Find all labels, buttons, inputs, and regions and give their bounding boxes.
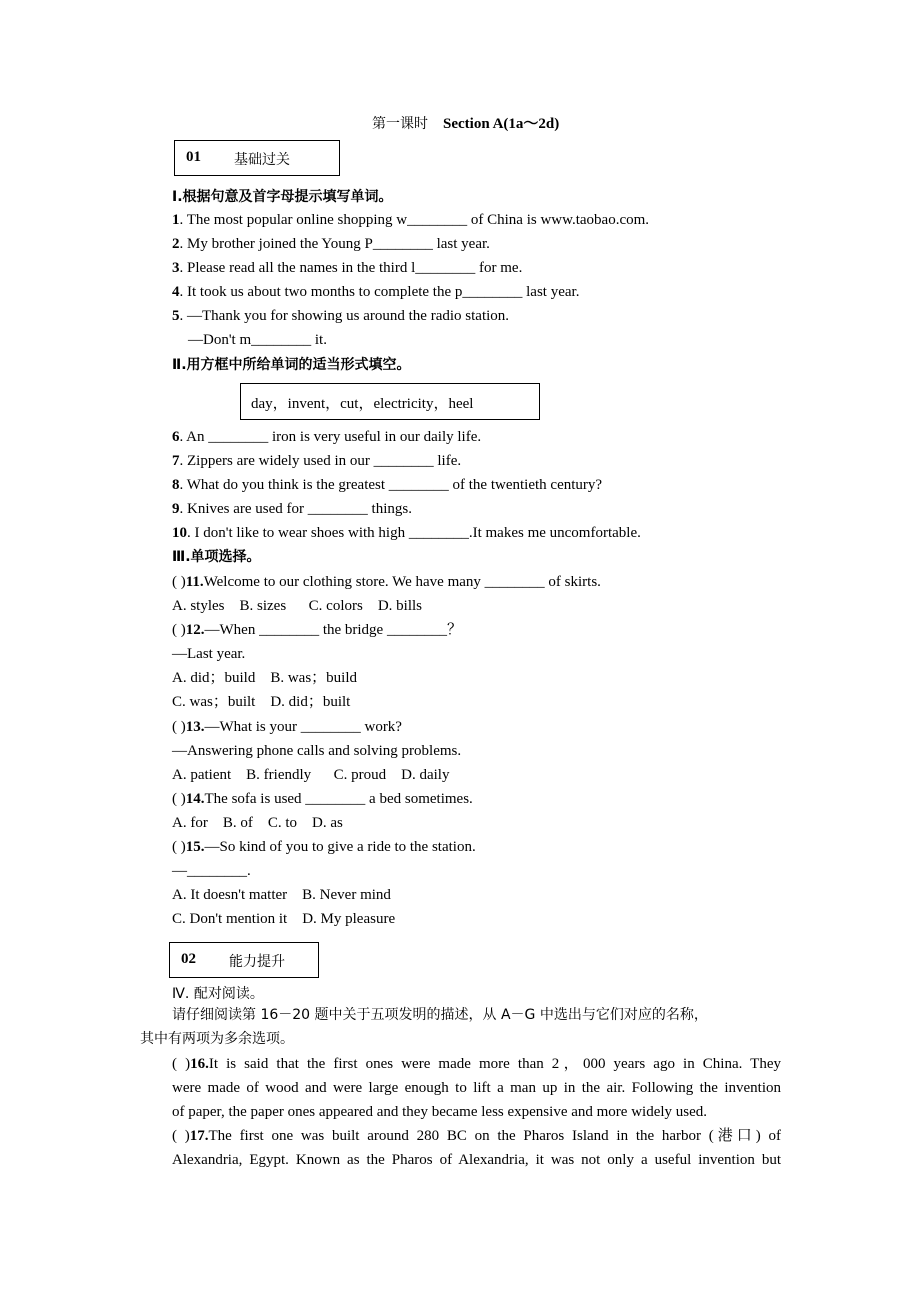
question-4: 4. It took us about two months to complete the p________ last year. — [172, 284, 580, 300]
question-8: 8. What do you think is the greatest ________ of the twentieth century? — [172, 477, 603, 493]
word-box — [240, 383, 540, 420]
question-17: ( )17.The first one was built around 280 BC on the Pharos Island in the harbor (港口) of — [172, 1128, 782, 1144]
title-en: Section A(1a～2d) — [443, 116, 560, 132]
word-list: day，invent，cut，electricity，heel — [251, 396, 474, 412]
section-number: 02 — [181, 951, 196, 967]
section-number: 01 — [186, 149, 201, 165]
question-5: 5. —Thank you for showing us around the radio station. — [172, 308, 510, 324]
heading-part-2: Ⅱ.用方框中所给单词的适当形式填空。 — [172, 357, 411, 373]
section-box-02 — [169, 942, 319, 978]
question-12-answer: —Last year. — [172, 646, 246, 662]
section-label: 基础过关 — [234, 152, 290, 168]
heading-part-3: Ⅲ.单项选择。 — [172, 549, 261, 565]
question-6: 6. An ________ iron is very useful in our daily life. — [172, 429, 482, 445]
question-2: 2. My brother joined the Young P________ last year. — [172, 236, 490, 252]
question-3: 3. Please read all the names in the third l________ for me. — [172, 260, 523, 276]
question-7: 7. Zippers are widely used in our ________ life. — [172, 453, 462, 469]
question-1: 1. The most popular online shopping w________ of China is www.taobao.com. — [172, 212, 650, 228]
question-13-answer: —Answering phone calls and solving problems. — [172, 743, 462, 759]
question-16-line-2: were made of wood and were large enough to lift a man up in the air. Following the invention — [172, 1080, 781, 1096]
question-16: ( )16.It is said that the first ones were made more than 2，000 years ago in China. They — [172, 1056, 781, 1072]
title-cn: 第一课时 — [372, 116, 428, 132]
section-box-01 — [174, 140, 340, 176]
question-14-options: A. for B. of C. to D. as — [172, 815, 343, 831]
question-15-options-1: A. It doesn't matter B. Never mind — [172, 887, 391, 903]
question-14: ( )14.The sofa is used ________ a bed sometimes. — [172, 791, 473, 807]
question-15: ( )15.—So kind of you to give a ride to the station. — [172, 839, 476, 855]
question-11: ( )11.Welcome to our clothing store. We have many ________ of skirts. — [172, 574, 601, 590]
question-13: ( )13.—What is your ________ work? — [172, 719, 402, 735]
question-5-reply: —Don't m________ it. — [188, 332, 327, 348]
instructions-line-1: 请仔细阅读第 16－20 题中关于五项发明的描述，从 A－G 中选出与它们对应的名称， — [172, 1007, 708, 1023]
question-9: 9. Knives are used for ________ things. — [172, 501, 412, 517]
question-16-line-3: of paper, the paper ones appeared and they became less expensive and more widely used. — [172, 1104, 708, 1120]
page-title — [372, 114, 559, 134]
question-15-options-2: C. Don't mention it D. My pleasure — [172, 911, 396, 927]
question-12: ( )12.—When ________ the bridge ________？ — [172, 622, 462, 638]
section-label: 能力提升 — [229, 954, 285, 970]
question-12-options-2: C. was；built D. did；built — [172, 694, 351, 710]
question-11-options: A. styles B. sizes C. colors D. bills — [172, 598, 422, 614]
question-17-line-2: Alexandria, Egypt. Known as the Pharos of Alexandria, it was not only a useful invention but — [172, 1152, 781, 1168]
question-10: 10. I don't like to wear shoes with high ________.It makes me uncomfortable. — [172, 525, 641, 541]
question-13-options: A. patient B. friendly C. proud D. daily — [172, 767, 450, 783]
heading-part-1: Ⅰ.根据句意及首字母提示填写单词。 — [172, 189, 393, 205]
question-15-answer: —________. — [172, 863, 251, 879]
heading-part-4: Ⅳ. 配对阅读。 — [172, 986, 264, 1002]
question-12-options-1: A. did；build B. was；build — [172, 670, 358, 686]
instructions-line-2: 其中有两项为多余选项。 — [140, 1031, 294, 1047]
